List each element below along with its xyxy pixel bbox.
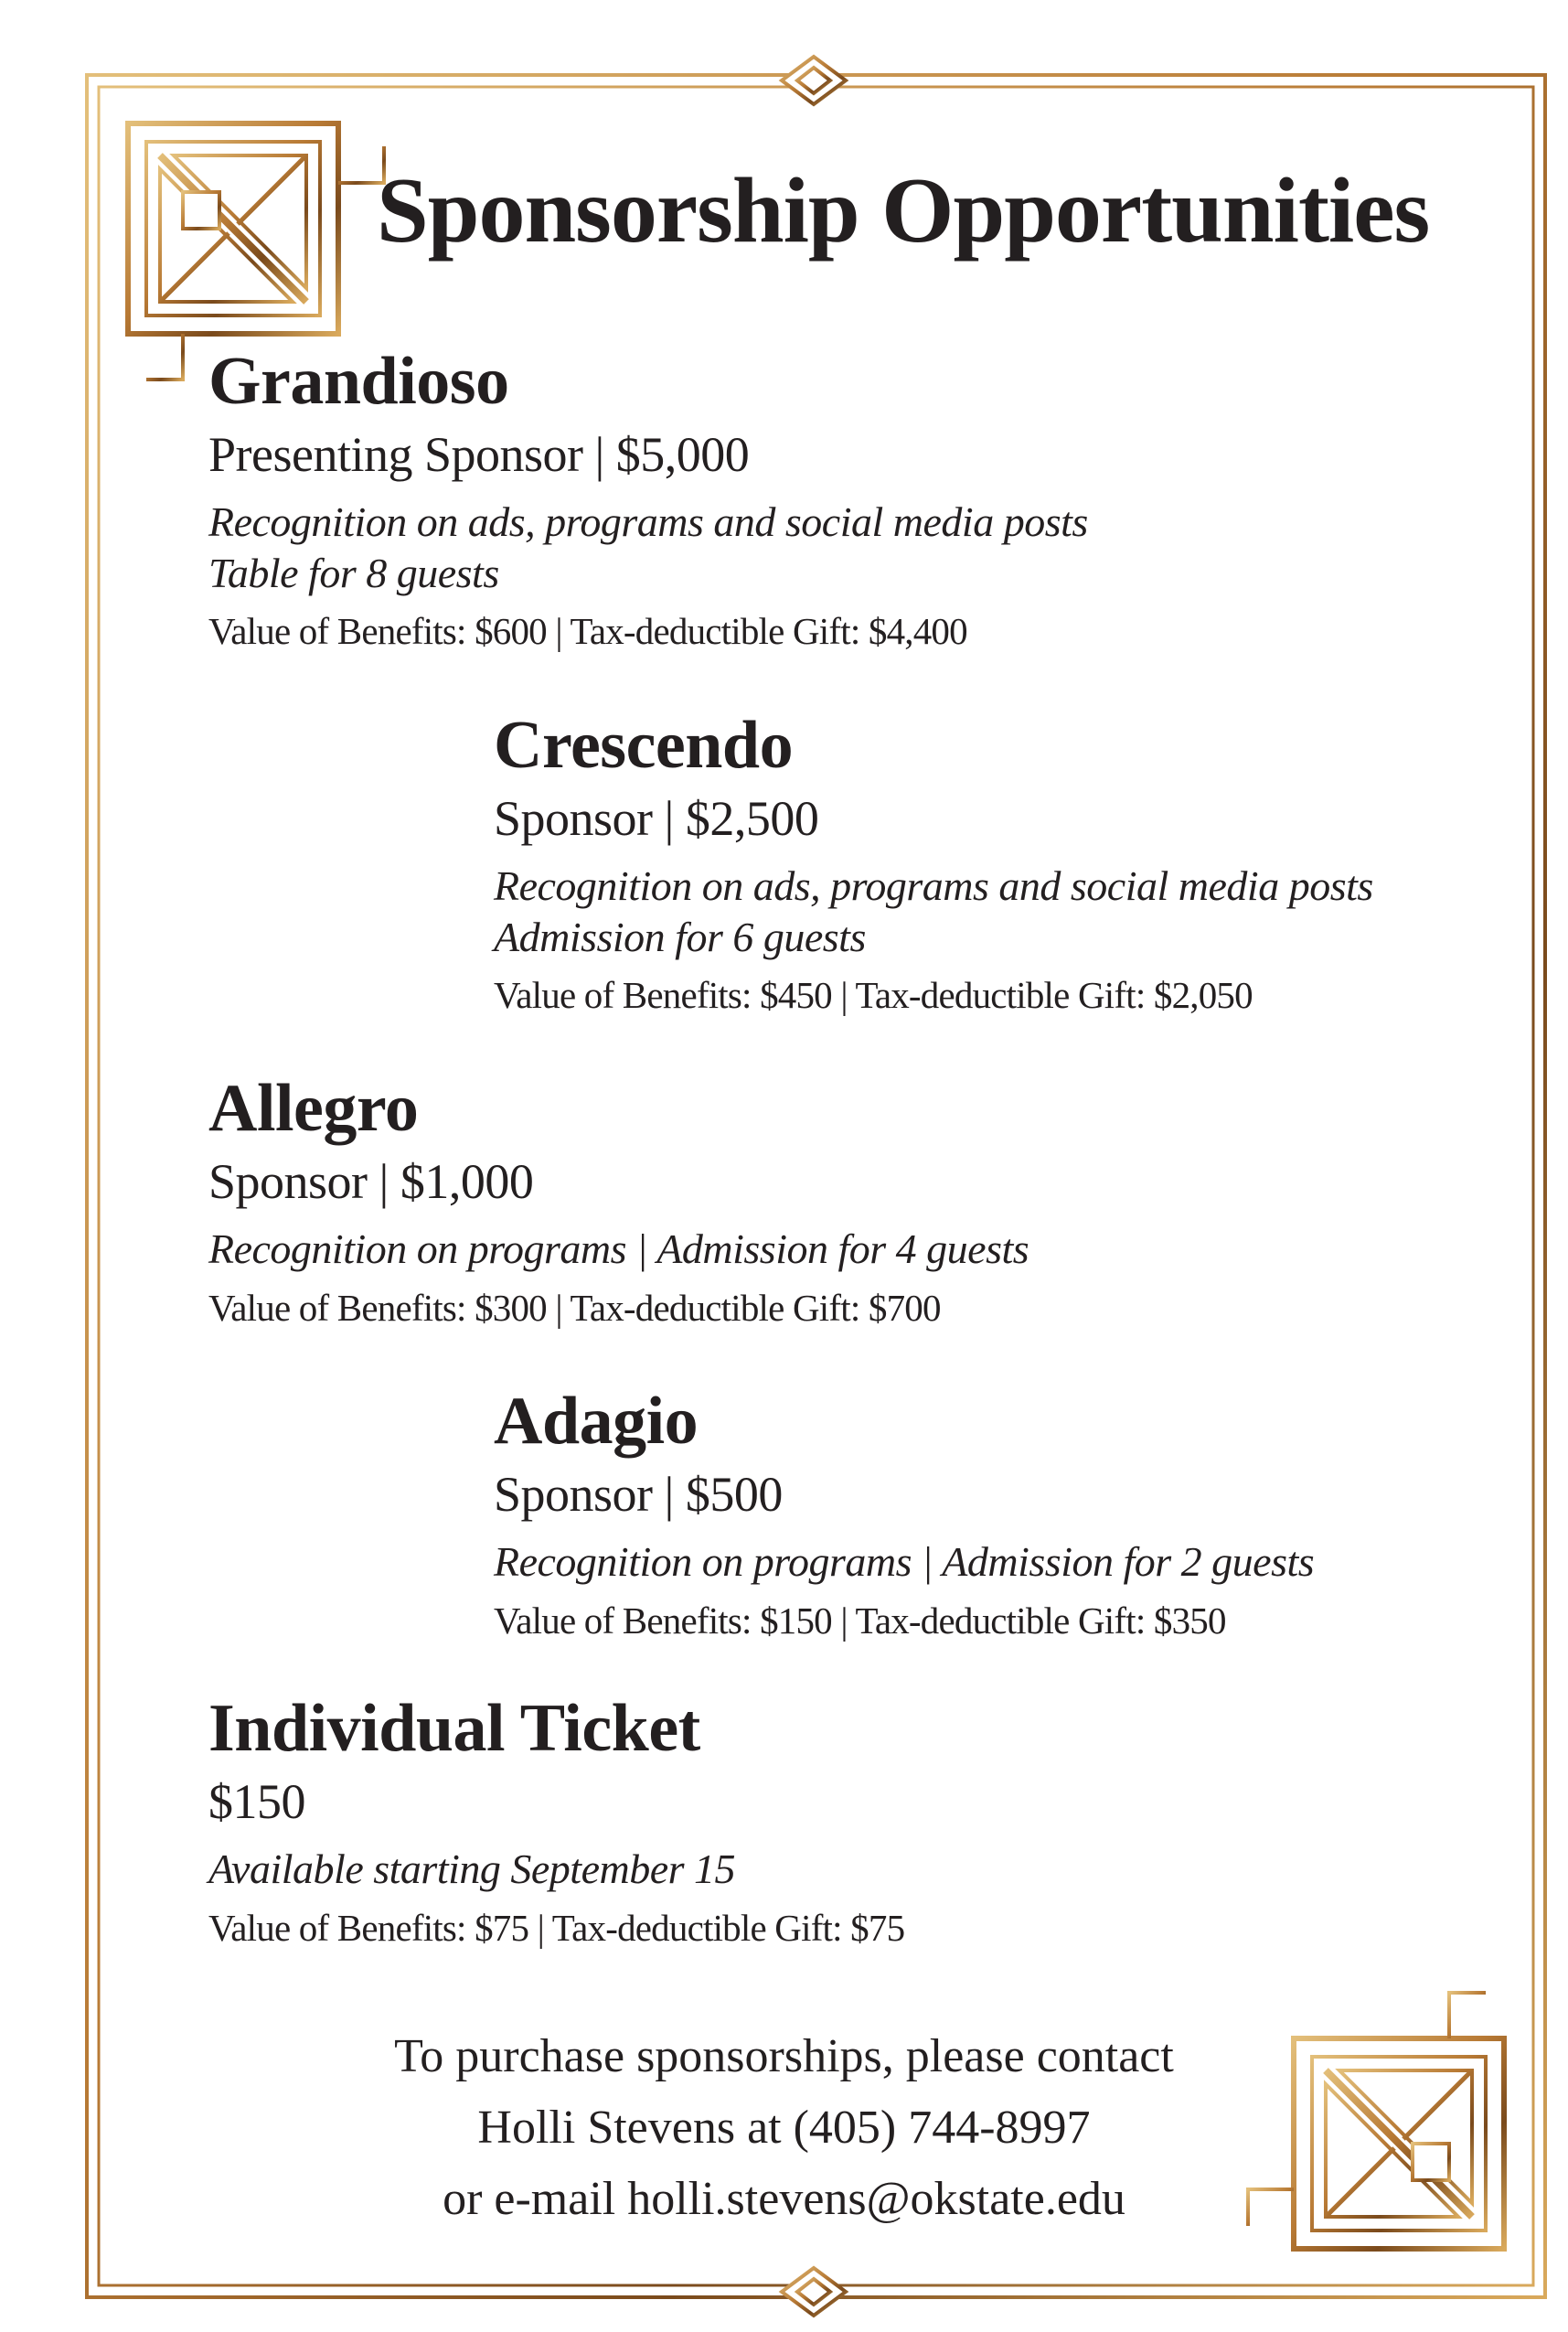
tier-name: Crescendo bbox=[494, 708, 794, 783]
tier-price: Sponsor | $500 bbox=[494, 1467, 783, 1522]
tier-crescendo bbox=[494, 708, 1373, 1018]
tier-name: Adagio bbox=[494, 1384, 699, 1459]
page-title: Sponsorship Opportunities bbox=[377, 159, 1430, 262]
benefit-line: Recognition on ads, programs and social media posts bbox=[494, 862, 1373, 910]
benefit-line: Admission for 6 guests bbox=[494, 913, 866, 960]
benefit-line: Table for 8 guests bbox=[208, 549, 499, 596]
tier-grandioso bbox=[208, 344, 1088, 654]
tier-allegro bbox=[208, 1071, 1029, 1331]
tier-name: Allegro bbox=[208, 1071, 419, 1146]
tier-value: Value of Benefits: $600 | Tax-deductible Gift: $4,400 bbox=[208, 609, 967, 652]
contact-info bbox=[0, 2021, 1568, 2235]
tier-name: Grandioso bbox=[208, 344, 509, 419]
tier-value: Value of Benefits: $450 | Tax-deductible Gift: $2,050 bbox=[494, 973, 1253, 1016]
top-diamond-ornament bbox=[759, 57, 869, 104]
benefit-line: Recognition on programs | Admission for 4 guests bbox=[208, 1225, 1029, 1273]
tier-value: Value of Benefits: $75 | Tax-deductible Gift: $75 bbox=[208, 1906, 905, 1949]
bottom-diamond-ornament bbox=[759, 2268, 869, 2316]
tier-benefits bbox=[208, 1844, 904, 1894]
tier-price: Sponsor | $1,000 bbox=[208, 1154, 534, 1209]
tier-value: Value of Benefits: $300 | Tax-deductible Gift: $700 bbox=[208, 1286, 941, 1329]
benefit-line: Recognition on ads, programs and social media posts bbox=[208, 498, 1088, 546]
tier-price: Presenting Sponsor | $5,000 bbox=[208, 427, 750, 482]
benefit-line: Available starting September 15 bbox=[208, 1845, 736, 1893]
tier-benefits bbox=[494, 1536, 1314, 1587]
benefit-line: Recognition on programs | Admission for 2 guests bbox=[494, 1538, 1315, 1586]
tier-price: Sponsor | $2,500 bbox=[494, 791, 819, 846]
tier-adagio bbox=[494, 1384, 1315, 1643]
tier-benefits bbox=[208, 1224, 1029, 1274]
tier-value: Value of Benefits: $150 | Tax-deductible Gift: $350 bbox=[494, 1599, 1226, 1642]
contact-phone: Holli Stevens at (405) 744-8997 bbox=[477, 2102, 1091, 2154]
tier-price: $150 bbox=[208, 1774, 305, 1829]
tier-name: Individual Ticket bbox=[208, 1691, 700, 1766]
tier-benefits bbox=[208, 497, 1088, 597]
tier-individual-ticket bbox=[208, 1691, 905, 1951]
tier-benefits bbox=[494, 861, 1373, 961]
contact-email: or e-mail holli.stevens@okstate.edu bbox=[443, 2173, 1125, 2225]
contact-line: To purchase sponsorships, please contact bbox=[394, 2030, 1174, 2082]
